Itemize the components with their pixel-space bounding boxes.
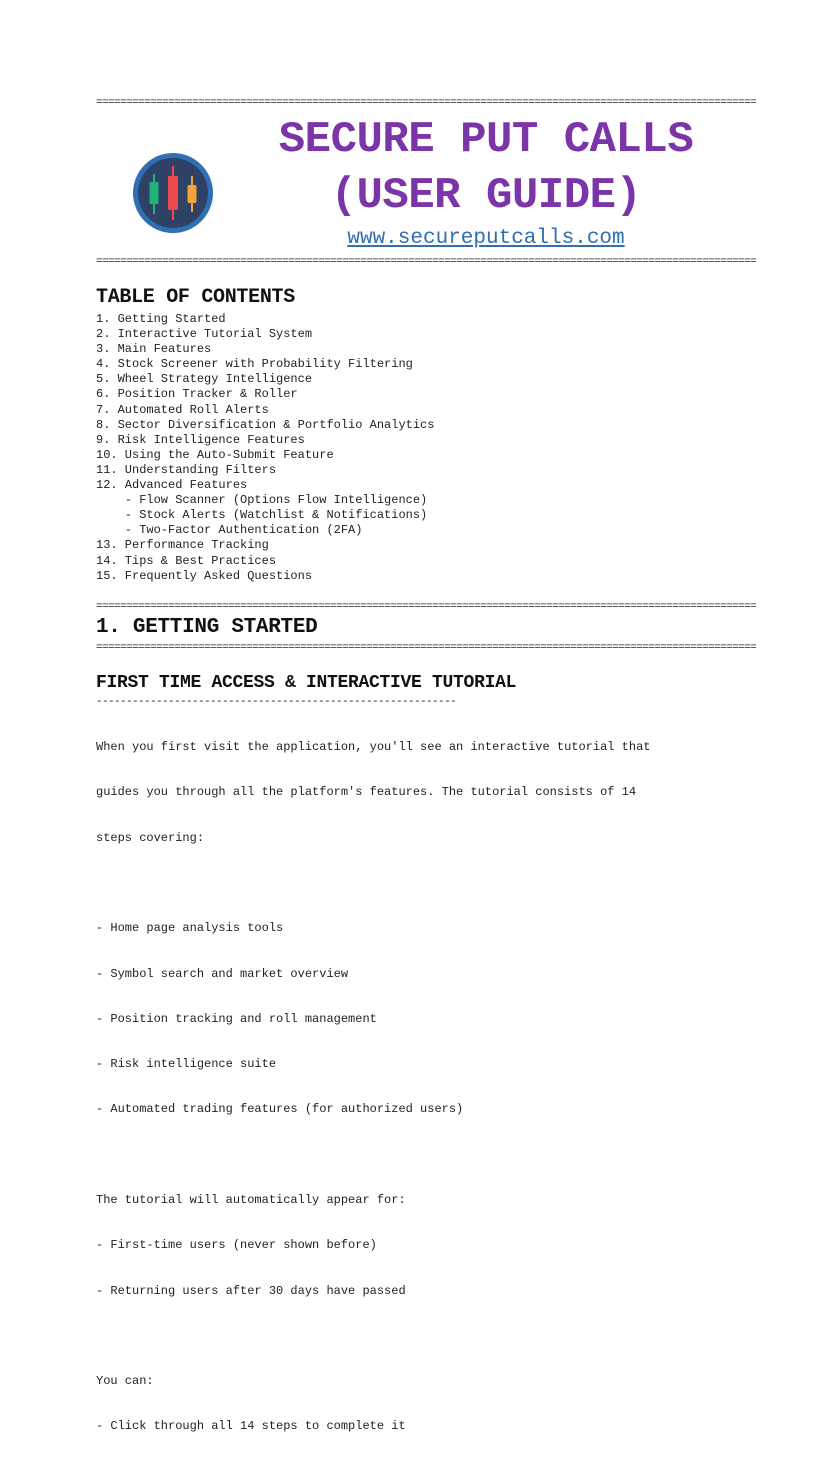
section-divider-bottom: ============================================================================================================== bbox=[96, 642, 757, 654]
document-title-line-2: (USER GUIDE) bbox=[330, 171, 642, 221]
toc-item[interactable]: 10. Using the Auto-Submit Feature bbox=[96, 447, 334, 462]
candlestick-chart-icon bbox=[132, 152, 214, 234]
blank-line bbox=[96, 1329, 716, 1344]
bullet-item: - Click through all 14 steps to complete it bbox=[96, 1419, 406, 1434]
paragraph-line: steps covering: bbox=[96, 830, 205, 845]
toc-subitem[interactable]: - Two-Factor Authentication (2FA) bbox=[96, 523, 363, 538]
toc-item[interactable]: 9. Risk Intelligence Features bbox=[96, 432, 305, 447]
paragraph-line: guides you through all the platform's features. The tutorial consists of 14 bbox=[96, 785, 637, 800]
toc-list bbox=[96, 312, 434, 584]
toc-item[interactable]: 12. Advanced Features bbox=[96, 478, 248, 493]
toc-item[interactable]: 14. Tips & Best Practices bbox=[96, 553, 277, 568]
bullet-item: - Returning users after 30 days have passed bbox=[96, 1283, 406, 1298]
toc-item[interactable]: 1. Getting Started bbox=[96, 312, 226, 326]
toc-item[interactable]: 15. Frequently Asked Questions bbox=[96, 568, 313, 583]
section-divider-top: ============================================================================================================== bbox=[96, 601, 757, 613]
document-title-block bbox=[236, 112, 736, 252]
website-link[interactable]: www.secureputcalls.com bbox=[347, 227, 625, 250]
paragraph-line: When you first visit the application, you'll see an interactive tutorial that bbox=[96, 740, 651, 755]
bullet-item: - Automated trading features (for authorized users) bbox=[96, 1102, 464, 1117]
paragraph-line: The tutorial will automatically appear for: bbox=[96, 1193, 406, 1207]
toc-item[interactable]: 13. Performance Tracking bbox=[96, 538, 269, 553]
toc-item[interactable]: 4. Stock Screener with Probability Filtering bbox=[96, 357, 413, 372]
bullet-item: - Risk intelligence suite bbox=[96, 1057, 277, 1072]
bullet-item: - Position tracking and roll management bbox=[96, 1011, 377, 1026]
blank-line bbox=[96, 1148, 716, 1163]
top-divider: ============================================================================================================== bbox=[96, 97, 757, 109]
subsection-heading: FIRST TIME ACCESS & INTERACTIVE TUTORIAL bbox=[96, 673, 517, 693]
toc-item[interactable]: 2. Interactive Tutorial System bbox=[96, 327, 313, 342]
toc-subitem[interactable]: - Flow Scanner (Options Flow Intelligence) bbox=[96, 493, 428, 508]
toc-heading: TABLE OF CONTENTS bbox=[96, 286, 295, 309]
title-divider: ============================================================================================================== bbox=[96, 256, 757, 268]
bullet-item: - Home page analysis tools bbox=[96, 921, 284, 936]
bullet-item: - First-time users (never shown before) bbox=[96, 1238, 377, 1253]
toc-item[interactable]: 5. Wheel Strategy Intelligence bbox=[96, 372, 313, 387]
section-heading: 1. GETTING STARTED bbox=[96, 616, 318, 639]
paragraph-line: You can: bbox=[96, 1374, 154, 1389]
subsection-underline: ------------------------------------------------------------ bbox=[96, 696, 457, 708]
document-title-line-1: SECURE PUT CALLS bbox=[278, 115, 694, 165]
toc-item[interactable]: 3. Main Features bbox=[96, 342, 212, 357]
toc-subitem[interactable]: - Stock Alerts (Watchlist & Notifications) bbox=[96, 508, 428, 523]
toc-item[interactable]: 7. Automated Roll Alerts bbox=[96, 402, 269, 417]
bullet-item: - Symbol search and market overview bbox=[96, 966, 349, 981]
toc-item[interactable]: 8. Sector Diversification & Portfolio Analytics bbox=[96, 417, 435, 432]
section-body bbox=[96, 710, 716, 1465]
toc-item[interactable]: 6. Position Tracker & Roller bbox=[96, 387, 298, 402]
blank-line bbox=[96, 876, 716, 891]
toc-item[interactable]: 11. Understanding Filters bbox=[96, 462, 277, 477]
